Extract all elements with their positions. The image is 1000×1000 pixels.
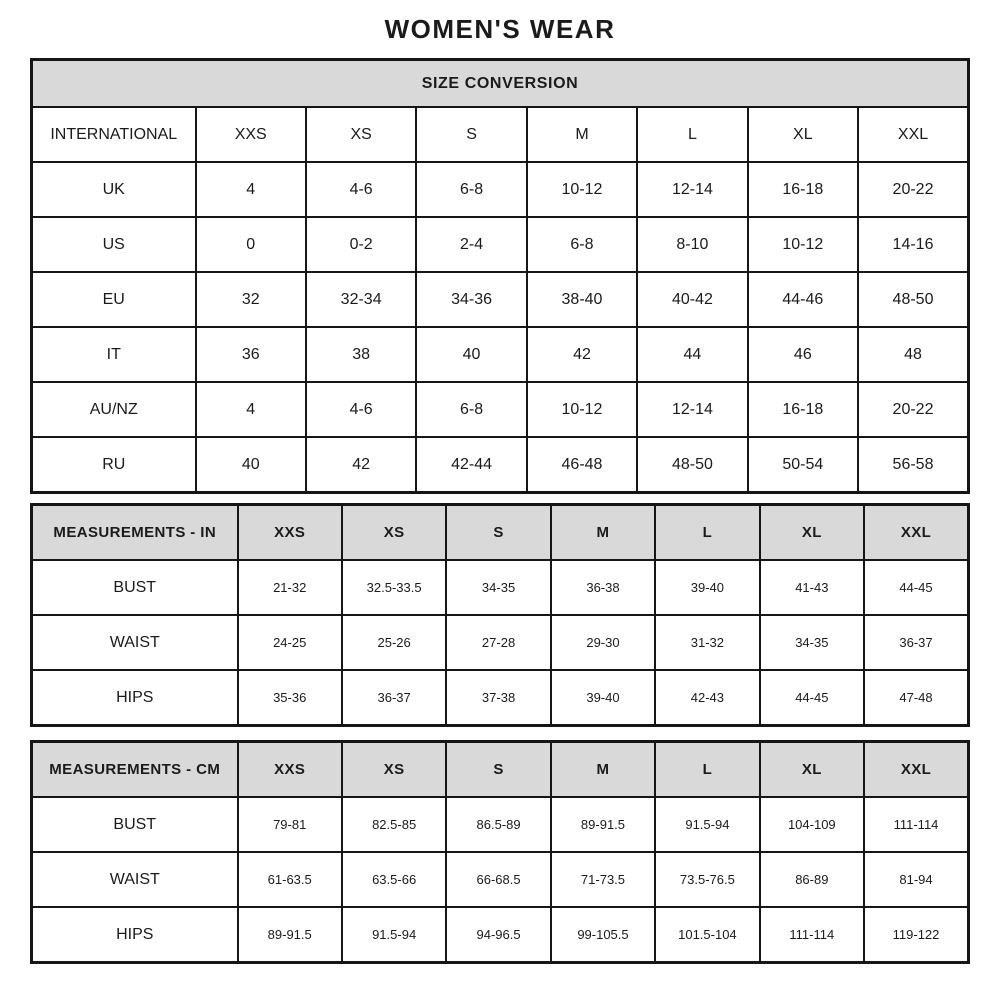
col-header-l: L: [655, 505, 759, 561]
col-header-m: M: [527, 107, 637, 162]
col-header-xxs: XXS: [196, 107, 306, 162]
cell: 91.5-94: [342, 907, 446, 963]
col-header-xxl: XXL: [864, 742, 968, 798]
cell: 39-40: [655, 560, 759, 615]
cell: 111-114: [760, 907, 864, 963]
row-label-bust: BUST: [32, 797, 238, 852]
col-header-xs: XS: [342, 505, 446, 561]
cell: 10-12: [748, 217, 858, 272]
cell: 44-45: [864, 560, 968, 615]
row-label-hips: HIPS: [32, 907, 238, 963]
cell: 8-10: [637, 217, 747, 272]
cell: 48-50: [858, 272, 968, 327]
cell: 6-8: [527, 217, 637, 272]
row-label-it: IT: [32, 327, 196, 382]
col-header-xxs: XXS: [238, 742, 342, 798]
col-header-xs: XS: [306, 107, 416, 162]
cell: 16-18: [748, 382, 858, 437]
page-title: WOMEN'S WEAR: [384, 14, 616, 44]
cell: 42: [306, 437, 416, 493]
cell: 40-42: [637, 272, 747, 327]
cell: 71-73.5: [551, 852, 655, 907]
cell: 41-43: [760, 560, 864, 615]
cell: 38-40: [527, 272, 637, 327]
table-row-waist: [32, 852, 969, 907]
cell: 42-44: [416, 437, 526, 493]
row-label-ru: RU: [32, 437, 196, 493]
cell: 42-43: [655, 670, 759, 726]
cell: 24-25: [238, 615, 342, 670]
cell: 40: [196, 437, 306, 493]
row-label-aunz: AU/NZ: [32, 382, 196, 437]
table-header-row: [32, 505, 969, 561]
row-label-waist: WAIST: [32, 615, 238, 670]
cell: 44: [637, 327, 747, 382]
cell: 12-14: [637, 382, 747, 437]
cell: 79-81: [238, 797, 342, 852]
cell: 36-37: [864, 615, 968, 670]
col-header-xl: XL: [760, 742, 864, 798]
cell: 4-6: [306, 382, 416, 437]
col-header-m: M: [551, 742, 655, 798]
table-row-uk: [32, 162, 969, 217]
cell: 94-96.5: [446, 907, 550, 963]
cell: 14-16: [858, 217, 968, 272]
cell: 44-46: [748, 272, 858, 327]
cell: 39-40: [551, 670, 655, 726]
cell: 44-45: [760, 670, 864, 726]
cell: 10-12: [527, 162, 637, 217]
cell: 40: [416, 327, 526, 382]
cell: 35-36: [238, 670, 342, 726]
row-label-us: US: [32, 217, 196, 272]
measurements-in-caption: MEASUREMENTS - IN: [32, 505, 238, 561]
cell: 99-105.5: [551, 907, 655, 963]
col-header-s: S: [446, 505, 550, 561]
cell: 48: [858, 327, 968, 382]
cell: 63.5-66: [342, 852, 446, 907]
cell: 16-18: [748, 162, 858, 217]
cell: 34-36: [416, 272, 526, 327]
cell: 89-91.5: [551, 797, 655, 852]
table-row-it: [32, 327, 969, 382]
cell: 119-122: [864, 907, 968, 963]
cell: 46-48: [527, 437, 637, 493]
cell: 36-37: [342, 670, 446, 726]
col-header-xs: XS: [342, 742, 446, 798]
cell: 111-114: [864, 797, 968, 852]
col-header-m: M: [551, 505, 655, 561]
cell: 42: [527, 327, 637, 382]
cell: 101.5-104: [655, 907, 759, 963]
cell: 47-48: [864, 670, 968, 726]
cell: 61-63.5: [238, 852, 342, 907]
cell: 89-91.5: [238, 907, 342, 963]
col-header-international: INTERNATIONAL: [32, 107, 196, 162]
cell: 0-2: [306, 217, 416, 272]
cell: 32.5-33.5: [342, 560, 446, 615]
table-row-bust: [32, 560, 969, 615]
row-label-uk: UK: [32, 162, 196, 217]
cell: 2-4: [416, 217, 526, 272]
measurements-in-table: [30, 503, 970, 727]
cell: 38: [306, 327, 416, 382]
table-row-hips: [32, 907, 969, 963]
cell: 36-38: [551, 560, 655, 615]
col-header-xxs: XXS: [238, 505, 342, 561]
cell: 25-26: [342, 615, 446, 670]
cell: 36: [196, 327, 306, 382]
cell: 6-8: [416, 162, 526, 217]
row-label-waist: WAIST: [32, 852, 238, 907]
table-header-row: [32, 107, 969, 162]
table-row-waist: [32, 615, 969, 670]
table-row-hips: [32, 670, 969, 726]
row-label-bust: BUST: [32, 560, 238, 615]
row-label-hips: HIPS: [32, 670, 238, 726]
cell: 10-12: [527, 382, 637, 437]
col-header-xxl: XXL: [858, 107, 968, 162]
cell: 6-8: [416, 382, 526, 437]
cell: 46: [748, 327, 858, 382]
col-header-xl: XL: [748, 107, 858, 162]
cell: 91.5-94: [655, 797, 759, 852]
cell: 56-58: [858, 437, 968, 493]
table-header-row: [32, 742, 969, 798]
col-header-l: L: [637, 107, 747, 162]
cell: 32: [196, 272, 306, 327]
cell: 82.5-85: [342, 797, 446, 852]
cell: 66-68.5: [446, 852, 550, 907]
table-row-ru: [32, 437, 969, 493]
measurements-cm-caption: MEASUREMENTS - CM: [32, 742, 238, 798]
col-header-s: S: [446, 742, 550, 798]
cell: 0: [196, 217, 306, 272]
cell: 86-89: [760, 852, 864, 907]
cell: 31-32: [655, 615, 759, 670]
cell: 34-35: [446, 560, 550, 615]
size-conversion-table: [30, 58, 970, 494]
table-row-eu: [32, 272, 969, 327]
table-caption-row: [32, 60, 969, 108]
cell: 12-14: [637, 162, 747, 217]
cell: 32-34: [306, 272, 416, 327]
cell: 37-38: [446, 670, 550, 726]
col-header-xxl: XXL: [864, 505, 968, 561]
cell: 20-22: [858, 162, 968, 217]
col-header-xl: XL: [760, 505, 864, 561]
size-conversion-caption: SIZE CONVERSION: [32, 60, 969, 108]
cell: 81-94: [864, 852, 968, 907]
cell: 20-22: [858, 382, 968, 437]
cell: 4-6: [306, 162, 416, 217]
cell: 104-109: [760, 797, 864, 852]
cell: 73.5-76.5: [655, 852, 759, 907]
cell: 48-50: [637, 437, 747, 493]
cell: 86.5-89: [446, 797, 550, 852]
table-row-bust: [32, 797, 969, 852]
cell: 4: [196, 382, 306, 437]
col-header-s: S: [416, 107, 526, 162]
cell: 50-54: [748, 437, 858, 493]
cell: 27-28: [446, 615, 550, 670]
table-row-us: [32, 217, 969, 272]
cell: 4: [196, 162, 306, 217]
cell: 29-30: [551, 615, 655, 670]
table-row-aunz: [32, 382, 969, 437]
cell: 21-32: [238, 560, 342, 615]
row-label-eu: EU: [32, 272, 196, 327]
cell: 34-35: [760, 615, 864, 670]
measurements-cm-table: [30, 740, 970, 964]
col-header-l: L: [655, 742, 759, 798]
